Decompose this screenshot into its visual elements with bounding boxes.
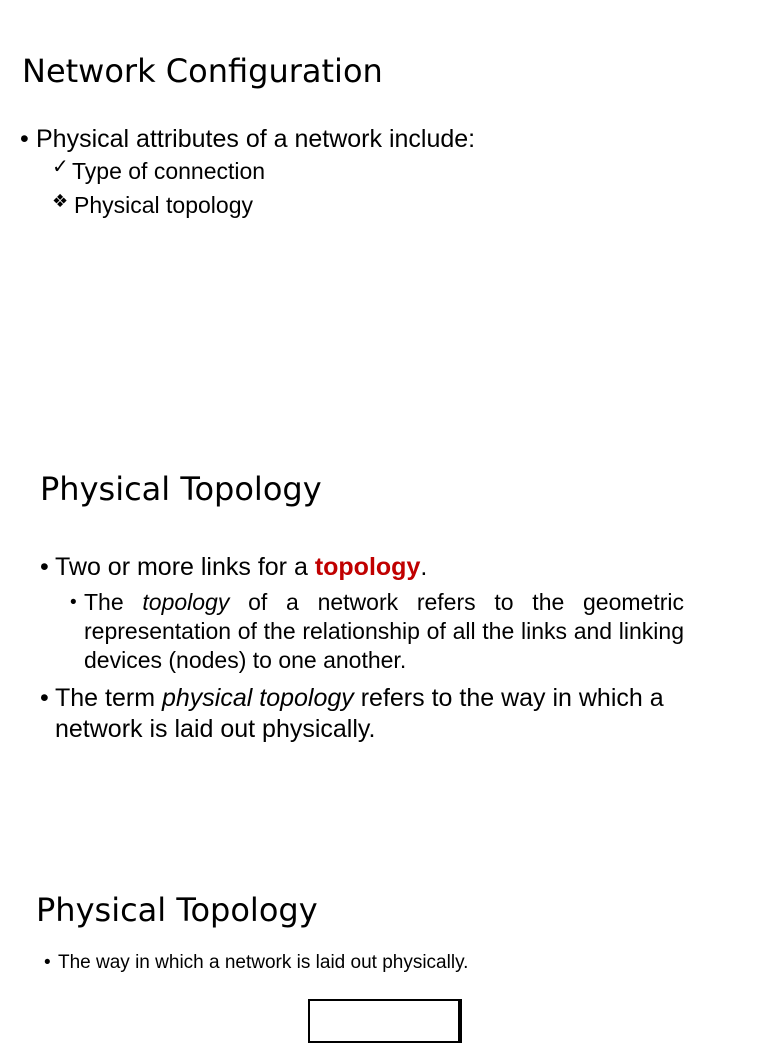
bullet-dot-icon: •	[20, 125, 29, 153]
sub-bullet-prefix: The	[84, 589, 143, 615]
bullet-text-rest: refers to the way in which a network is laid out physically.	[55, 684, 664, 743]
diamond-icon: ❖	[52, 191, 69, 211]
bullet-text: The way in which a network is laid out physically.	[58, 952, 469, 973]
bullet-dot-icon: •	[70, 592, 77, 613]
sub-bullet-topology-definition	[70, 588, 684, 675]
bullet-two-or-more-links	[40, 551, 427, 583]
italic-topology: topology	[142, 589, 230, 615]
bullet-text	[55, 683, 686, 745]
bullet-text	[55, 551, 427, 583]
bullet-dot-icon: •	[44, 952, 51, 973]
bullet-dot-icon: •	[40, 684, 49, 712]
sub-item-text: Physical topology	[74, 192, 253, 218]
sub-item-physical-topology	[52, 190, 253, 220]
sub-item-type-of-connection	[52, 156, 265, 186]
bullet-text-prefix: Two or more links for a	[55, 553, 315, 581]
sub-bullet-rest: of a network refers to the geometric representation of the relationship of all the links and linking devices (nodes) to one another.	[84, 589, 685, 673]
check-icon: ✓	[52, 156, 69, 178]
bullet-way-laid-out	[44, 950, 468, 976]
bullet-text: Physical attributes of a network include:	[36, 125, 476, 153]
bullet-physical-topology-term	[40, 683, 686, 745]
slide-title-physical-topology: Physical Topology	[40, 470, 322, 508]
bullet-physical-attributes	[20, 124, 475, 154]
bullet-dot-icon: •	[40, 553, 49, 581]
sub-bullet-text	[84, 588, 684, 675]
slide-title-physical-topology: Physical Topology	[36, 891, 318, 929]
italic-physical-topology: physical topology	[161, 684, 354, 712]
sub-item-text: Type of connection	[72, 158, 266, 184]
slide-title-network-configuration: Network Configuration	[22, 52, 383, 90]
diagram-node-box	[308, 999, 462, 1043]
bullet-text-suffix: .	[420, 553, 428, 581]
highlight-topology: topology	[314, 553, 421, 581]
bullet-text-prefix: The term	[55, 684, 162, 712]
